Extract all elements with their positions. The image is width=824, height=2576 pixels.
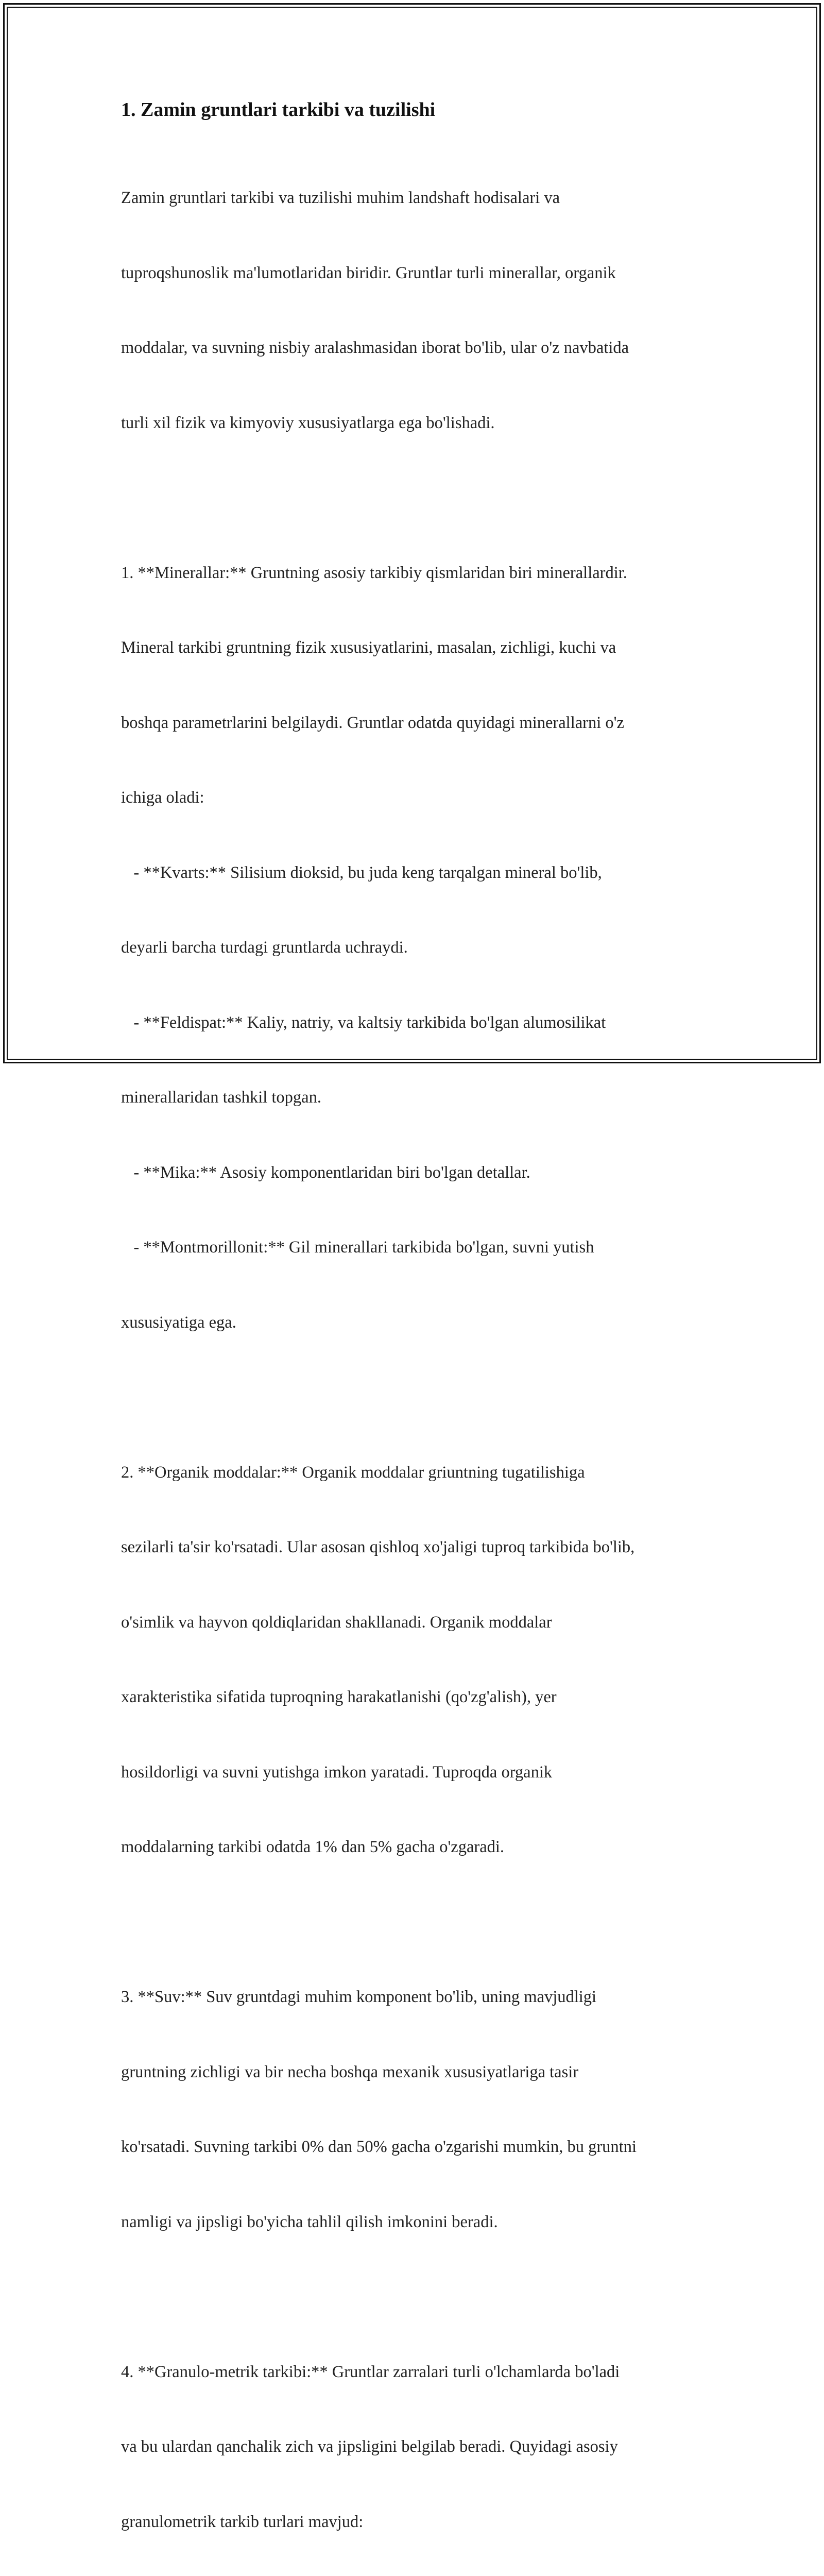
list-item-line: - **Mika:** Asosiy komponentlaridan biri bo'lgan detallar. [121, 1160, 708, 1185]
text-line: hosildorligi va suvni yutishga imkon yaratadi. Tuproqda organik [121, 1760, 708, 1785]
text-line: gruntning zichligi va bir necha boshqa mexanik xususiyatlariga tasir [121, 2060, 708, 2085]
text-line: boshqa parametrlarini belgilaydi. Gruntlar odatda quyidagi minerallarni o'z [121, 710, 708, 736]
organic-paragraph [121, 1410, 708, 1910]
text-line: sezilarli ta'sir ko'rsatadi. Ular asosan qishloq xo'jaligi tuproq tarkibida bo'lib, [121, 1535, 708, 1560]
text-line: 2. **Organik moddalar:** Organik moddalar griuntning tugatilishiga [121, 1460, 708, 1485]
text-line: tuproqshunoslik ma'lumotlaridan biridir. Gruntlar turli minerallar, organik [121, 261, 708, 286]
text-line: o'simlik va hayvon qoldiqlaridan shakllanadi. Organik moddalar [121, 1610, 708, 1635]
text-line: namligi va jipsligi bo'yicha tahlil qilish imkonini beradi. [121, 2210, 708, 2235]
paragraph-gap [121, 1385, 708, 1410]
water-paragraph [121, 1935, 708, 2284]
section-heading: 1. Zamin gruntlari tarkibi va tuzilishi [121, 95, 708, 124]
text-line: deyarli barcha turdagi gruntlarda uchraydi. [121, 935, 708, 960]
granulometric-paragraph [121, 2310, 708, 2576]
paragraph-gap [121, 2284, 708, 2310]
text-line: 1. **Minerallar:** Gruntning asosiy tarkibiy qismlaridan biri minerallardir. [121, 561, 708, 586]
text-line: moddalarning tarkibi odatda 1% dan 5% gacha o'zgaradi. [121, 1835, 708, 1860]
list-item-line: - **Kvarts:** Silisium dioksid, bu juda keng tarqalgan mineral bo'lib, [121, 860, 708, 886]
text-line: turli xil fizik va kimyoviy xususiyatlarga ega bo'lishadi. [121, 411, 708, 436]
text-line: granulometrik tarkib turlari mavjud: [121, 2510, 708, 2535]
document-body [121, 95, 708, 2576]
intro-paragraph [121, 135, 708, 485]
text-line: 4. **Granulo-metrik tarkibi:** Gruntlar zarralari turli o'lchamlarda bo'ladi [121, 2360, 708, 2385]
text-line: xarakteristika sifatida tuproqning harakatlanishi (qo'zg'alish), yer [121, 1685, 708, 1710]
text-line: ichiga oladi: [121, 785, 708, 810]
text-line: moddalar, va suvning nisbiy aralashmasidan iborat bo'lib, ular o'z navbatida [121, 335, 708, 361]
text-line: va bu ulardan qanchalik zich va jipsligini belgilab beradi. Quyidagi asosiy [121, 2434, 708, 2460]
text-line: ko'rsatadi. Suvning tarkibi 0% dan 50% gacha o'zgarishi mumkin, bu gruntni [121, 2134, 708, 2160]
text-line: Mineral tarkibi gruntning fizik xususiyatlarini, masalan, zichligi, kuchi va [121, 635, 708, 660]
text-line: Zamin gruntlari tarkibi va tuzilishi muhim landshaft hodisalari va [121, 185, 708, 211]
minerals-paragraph [121, 511, 708, 1385]
text-line: minerallaridan tashkil topgan. [121, 1085, 708, 1110]
paragraph-gap [121, 1910, 708, 1935]
paragraph-gap [121, 485, 708, 511]
text-line: 3. **Suv:** Suv gruntdagi muhim komponent bo'lib, uning mavjudligi [121, 1985, 708, 2010]
list-item-line: - **Feldispat:** Kaliy, natriy, va kaltsiy tarkibida bo'lgan alumosilikat [121, 1010, 708, 1036]
list-item-line: - **Montmorillonit:** Gil minerallari tarkibida bo'lgan, suvni yutish [121, 1235, 708, 1260]
text-line: xususiyatiga ega. [121, 1310, 708, 1335]
